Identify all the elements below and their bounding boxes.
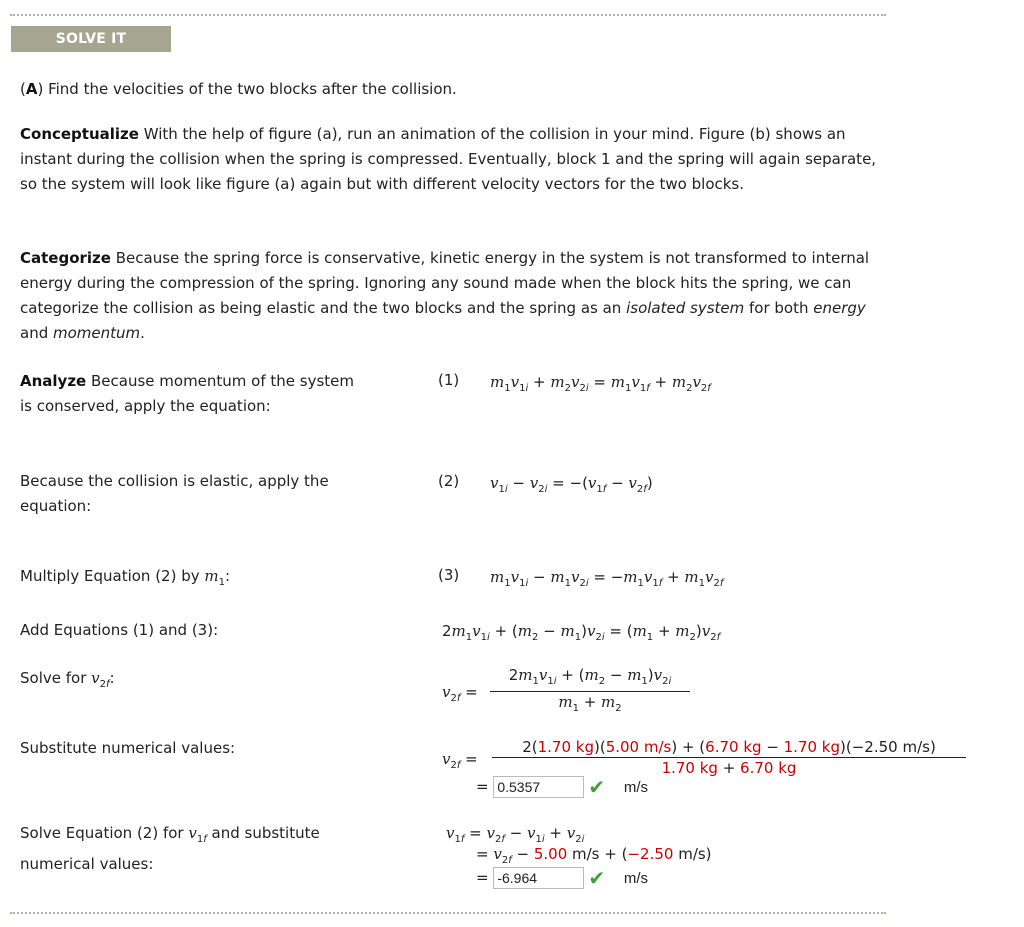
v1f-equation: $v_{1f} = v_{2f} - v_{1i} + v_{2i}$: [446, 824, 585, 845]
equation-3-number: (3): [438, 566, 460, 584]
analyze-paragraph: Analyze Because momentum of the system is conserved, apply the equation:: [20, 372, 355, 415]
bottom-divider: [10, 912, 886, 914]
multiply-step-text: Multiply Equation (2) by $m_1$:: [20, 567, 231, 588]
v1f-answer-input[interactable]: -6.964: [493, 867, 584, 889]
v2f-unit: m/s: [623, 778, 649, 796]
equation-sum: $2m_1v_{1i} + (m_2 - m_1)v_{2i} = (m_1 + m_2)v_{2f}$: [442, 622, 721, 643]
top-divider: [10, 14, 886, 16]
solve-it-tab: SOLVE IT: [11, 26, 171, 52]
equation-1: $m_1v_{1i} + m_2v_{2i} = m_1v_{1f} + m_2v_{2f}$: [490, 373, 711, 394]
substitute-step-text: Substitute numerical values:: [20, 739, 236, 757]
categorize-paragraph: Categorize Because the spring force is conservative, kinetic energy in the system is not transformed to internal energy during the compression of the spring. Ignoring any sound made when the block hits the spring, we can categorize the collision as being elastic and the two blocks and the spring as an isolated system for both energy and momentum.: [20, 249, 870, 342]
v2f-answer-row: = 0.5357 ✔ m/s: [476, 775, 649, 799]
v2f-formula-fraction: $\frac{2m_1v_{1i} + (m_2 - m_1)v_{2i}}{m_1 + m_2}$: [490, 666, 690, 719]
add-step-text: Add Equations (1) and (3):: [20, 621, 219, 639]
conceptualize-paragraph: [20, 122, 880, 197]
v1f-unit: m/s: [623, 869, 649, 887]
equation-2-number: (2): [438, 472, 460, 490]
v2f-numeric-fraction: $\frac{2(1.70 kg)(5.00 m/s) + (6.70 kg - 1.70 kg)(-2.50 m/s)}{1.70 kg + 6.70 kg}$: [492, 738, 966, 778]
part-a-prompt: (A) Find the velocities of the two blocks after the collision.: [20, 80, 457, 98]
v2f-symbol-numeric: $v_{2f}$ =: [442, 750, 478, 771]
v1f-answer-row: = -6.964 ✔ m/s: [476, 866, 649, 890]
check-icon: ✔: [588, 775, 606, 799]
solve-v1f-step-text: Solve Equation (2) for $v_{1f}$ and substitute numerical values:: [20, 824, 320, 873]
conceptualize-text: With the help of figure (a), run an animation of the collision in your mind. Figure (b) shows an instant during the collision when the spring is compressed. Eventually, block 1 and the spring will again separate, so the system will look like figure (a) again but with different velocity vectors for the two blocks.: [20, 125, 877, 193]
equation-2: $v_{1i} - v_{2i} = -(v_{1f} - v_{2f})$: [490, 474, 653, 495]
analyze-label: Analyze: [20, 372, 87, 390]
categorize-label: Categorize: [20, 249, 111, 267]
solve-step-text: Solve for $v_{2f}$:: [20, 669, 115, 690]
part-letter: A: [25, 80, 38, 98]
v2f-answer-input[interactable]: 0.5357: [493, 776, 584, 798]
equation-3: $m_1v_{1i} - m_1v_{2i} = -m_1v_{1f} + m_1v_{2f}$: [490, 568, 724, 589]
v1f-substituted: = $v_{2f} - 5.00$ m/s + (−2.50 m/s): [476, 845, 712, 866]
elastic-step-text: Because the collision is elastic, apply the equation:: [20, 472, 329, 515]
check-icon: ✔: [588, 866, 606, 890]
equation-1-number: (1): [438, 371, 460, 389]
v2f-symbol: $v_{2f}$ =: [442, 683, 478, 704]
conceptualize-label: Conceptualize: [20, 125, 139, 143]
